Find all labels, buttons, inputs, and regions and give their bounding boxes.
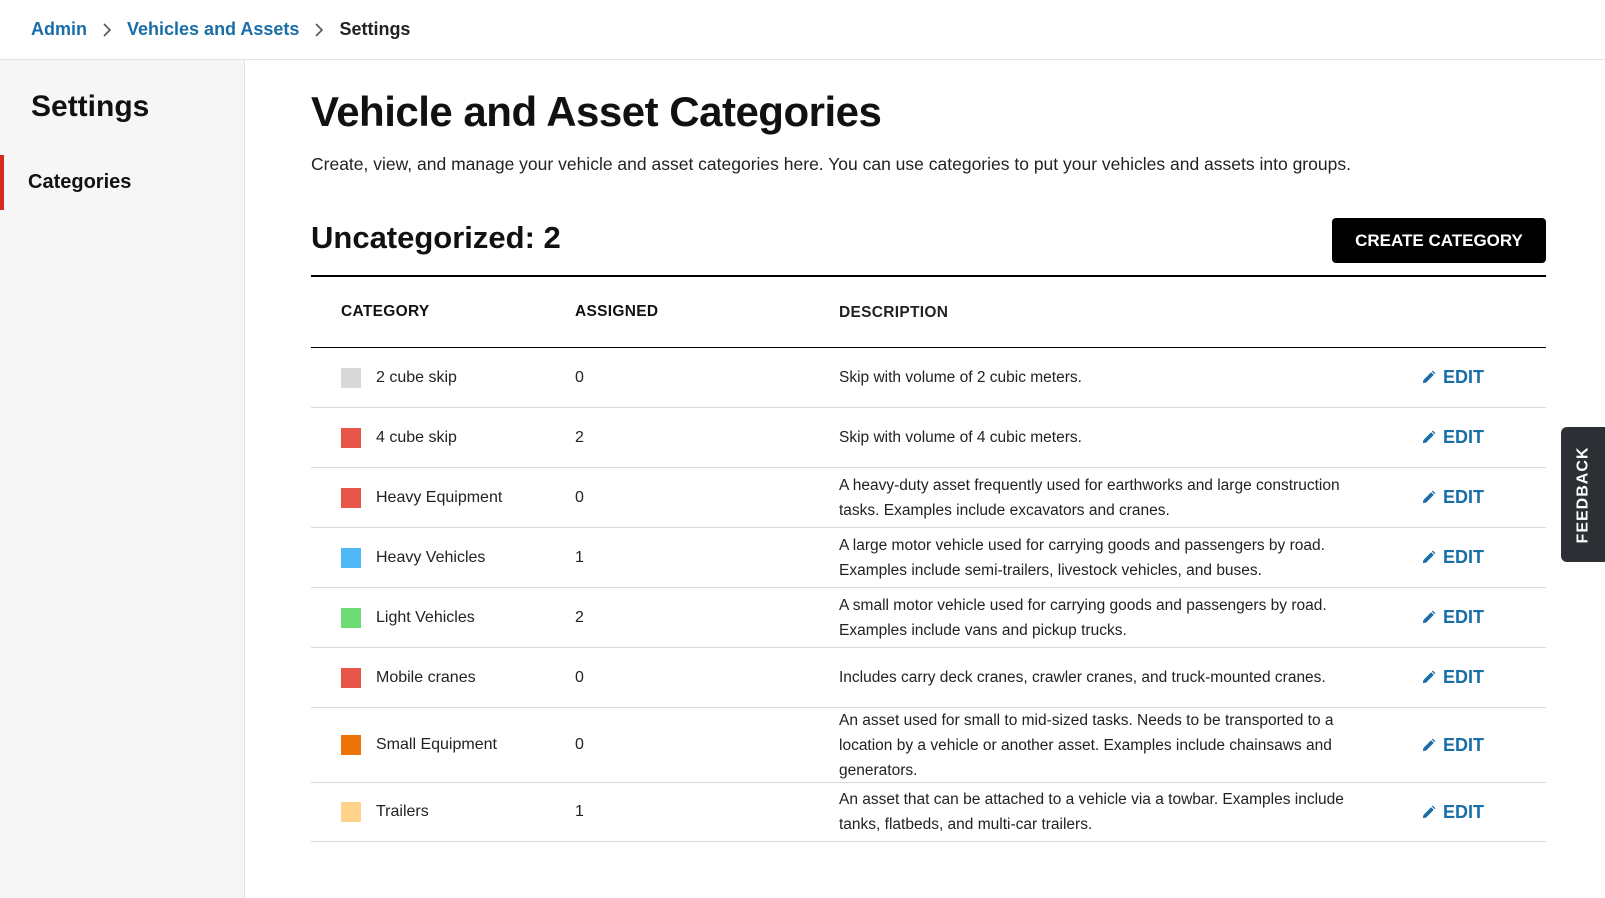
table-row [311, 783, 1546, 842]
assigned-count: 0 [575, 736, 584, 753]
category-description: Skip with volume of 4 cubic meters. [839, 429, 1082, 446]
edit-label: EDIT [1443, 801, 1485, 822]
category-cell [311, 668, 575, 688]
assigned-count: 2 [575, 608, 584, 626]
edit-button[interactable] [1421, 367, 1484, 388]
assigned-count: 0 [575, 488, 584, 506]
page-description: Create, view, and manage your vehicle and asset categories here. You can use categories to put your vehicles and assets into groups. [311, 154, 1351, 174]
edit-button[interactable] [1421, 735, 1484, 756]
action-cell [1369, 607, 1546, 628]
pencil-icon [1421, 370, 1436, 385]
assigned-count: 0 [575, 368, 584, 386]
category-name: Mobile cranes [376, 668, 476, 686]
category-name: 2 cube skip [376, 368, 457, 386]
category-cell [311, 802, 575, 822]
edit-button[interactable] [1421, 667, 1484, 688]
breadcrumb [0, 0, 1605, 60]
pencil-icon [1421, 490, 1436, 505]
header-assigned: ASSIGNED [575, 303, 659, 320]
feedback-label: FEEDBACK [1574, 446, 1592, 543]
category-description: A heavy-duty asset frequently used for earthworks and large construction tasks. Examples include excavators and cranes. [839, 476, 1340, 519]
edit-label: EDIT [1443, 667, 1485, 687]
category-description: Skip with volume of 2 cubic meters. [839, 369, 1082, 386]
category-color-swatch [341, 488, 361, 508]
sidebar [0, 60, 245, 898]
assigned-count: 1 [575, 548, 584, 566]
category-description: Includes carry deck cranes, crawler cranes, and truck-mounted cranes. [839, 669, 1326, 686]
header-description: DESCRIPTION [839, 303, 949, 321]
pencil-icon [1421, 610, 1436, 625]
category-description: A large motor vehicle used for carrying goods and passengers by road. Examples include semi-trailers, livestock vehicles, and buses. [839, 536, 1325, 579]
action-cell [1369, 367, 1546, 388]
category-name: Heavy Equipment [376, 488, 503, 506]
table-row [311, 468, 1546, 528]
category-description: A small motor vehicle used for carrying goods and passengers by road. Examples include vans and pickup trucks. [839, 596, 1327, 639]
table-row [311, 588, 1546, 648]
pencil-icon [1421, 550, 1436, 565]
category-name: 4 cube skip [376, 428, 457, 446]
breadcrumb-settings: Settings [339, 19, 411, 39]
category-description: An asset that can be attached to a vehicle via a towbar. Examples include tanks, flatbeds, and multi-car trailers. [839, 791, 1344, 833]
category-cell [311, 608, 575, 628]
header-category: CATEGORY [341, 303, 430, 320]
category-color-swatch [341, 548, 361, 568]
action-cell [1369, 802, 1546, 823]
category-description: An asset used for small to mid-sized tasks. Needs to be transported to a location by a vehicle or another asset. Examples include chainsaws and generators. [839, 711, 1334, 779]
assigned-count: 1 [575, 803, 584, 820]
edit-label: EDIT [1443, 427, 1485, 447]
edit-label: EDIT [1443, 487, 1485, 507]
category-color-swatch [341, 428, 361, 448]
edit-button[interactable] [1421, 487, 1484, 508]
pencil-icon [1421, 805, 1436, 820]
table-row [311, 348, 1546, 408]
edit-label: EDIT [1443, 367, 1485, 387]
sidebar-title: Settings [31, 90, 150, 123]
category-color-swatch [341, 368, 361, 388]
categories-table [311, 275, 1546, 842]
assigned-count: 2 [575, 428, 584, 446]
category-name: Small Equipment [376, 736, 497, 753]
category-color-swatch [341, 668, 361, 688]
category-cell [311, 368, 575, 388]
category-cell [311, 428, 575, 448]
category-cell [311, 735, 575, 755]
category-name: Trailers [376, 803, 429, 820]
feedback-tab[interactable] [1561, 427, 1605, 562]
table-row [311, 408, 1546, 468]
pencil-icon [1421, 430, 1436, 445]
table-row [311, 648, 1546, 708]
category-cell [311, 488, 575, 508]
edit-button[interactable] [1421, 427, 1484, 448]
breadcrumb-vehicles-and-assets[interactable]: Vehicles and Assets [127, 19, 300, 39]
edit-button[interactable] [1421, 802, 1484, 823]
uncategorized-count: Uncategorized: 2 [311, 220, 561, 255]
category-name: Heavy Vehicles [376, 548, 486, 566]
edit-button[interactable] [1421, 607, 1484, 628]
category-color-swatch [341, 735, 361, 755]
pencil-icon [1421, 670, 1436, 685]
edit-label: EDIT [1443, 607, 1485, 627]
assigned-count: 0 [575, 668, 584, 686]
table-row [311, 528, 1546, 588]
chevron-right-icon [299, 23, 339, 37]
create-category-button[interactable]: CREATE CATEGORY [1332, 218, 1546, 263]
edit-label: EDIT [1443, 547, 1485, 567]
edit-label: EDIT [1443, 734, 1485, 755]
action-cell [1369, 667, 1546, 688]
action-cell [1369, 547, 1546, 568]
table-header [311, 277, 1546, 348]
breadcrumb-admin[interactable]: Admin [31, 19, 87, 39]
page-title: Vehicle and Asset Categories [311, 88, 882, 135]
action-cell [1369, 427, 1546, 448]
category-cell [311, 548, 575, 568]
category-name: Light Vehicles [376, 608, 475, 626]
edit-button[interactable] [1421, 547, 1484, 568]
table-body [311, 348, 1546, 842]
chevron-right-icon [87, 23, 127, 37]
category-color-swatch [341, 608, 361, 628]
table-row [311, 708, 1546, 783]
category-color-swatch [341, 802, 361, 822]
action-cell [1369, 487, 1546, 508]
sidebar-item-categories[interactable]: Categories [0, 155, 244, 210]
pencil-icon [1421, 738, 1436, 753]
action-cell [1369, 735, 1546, 756]
